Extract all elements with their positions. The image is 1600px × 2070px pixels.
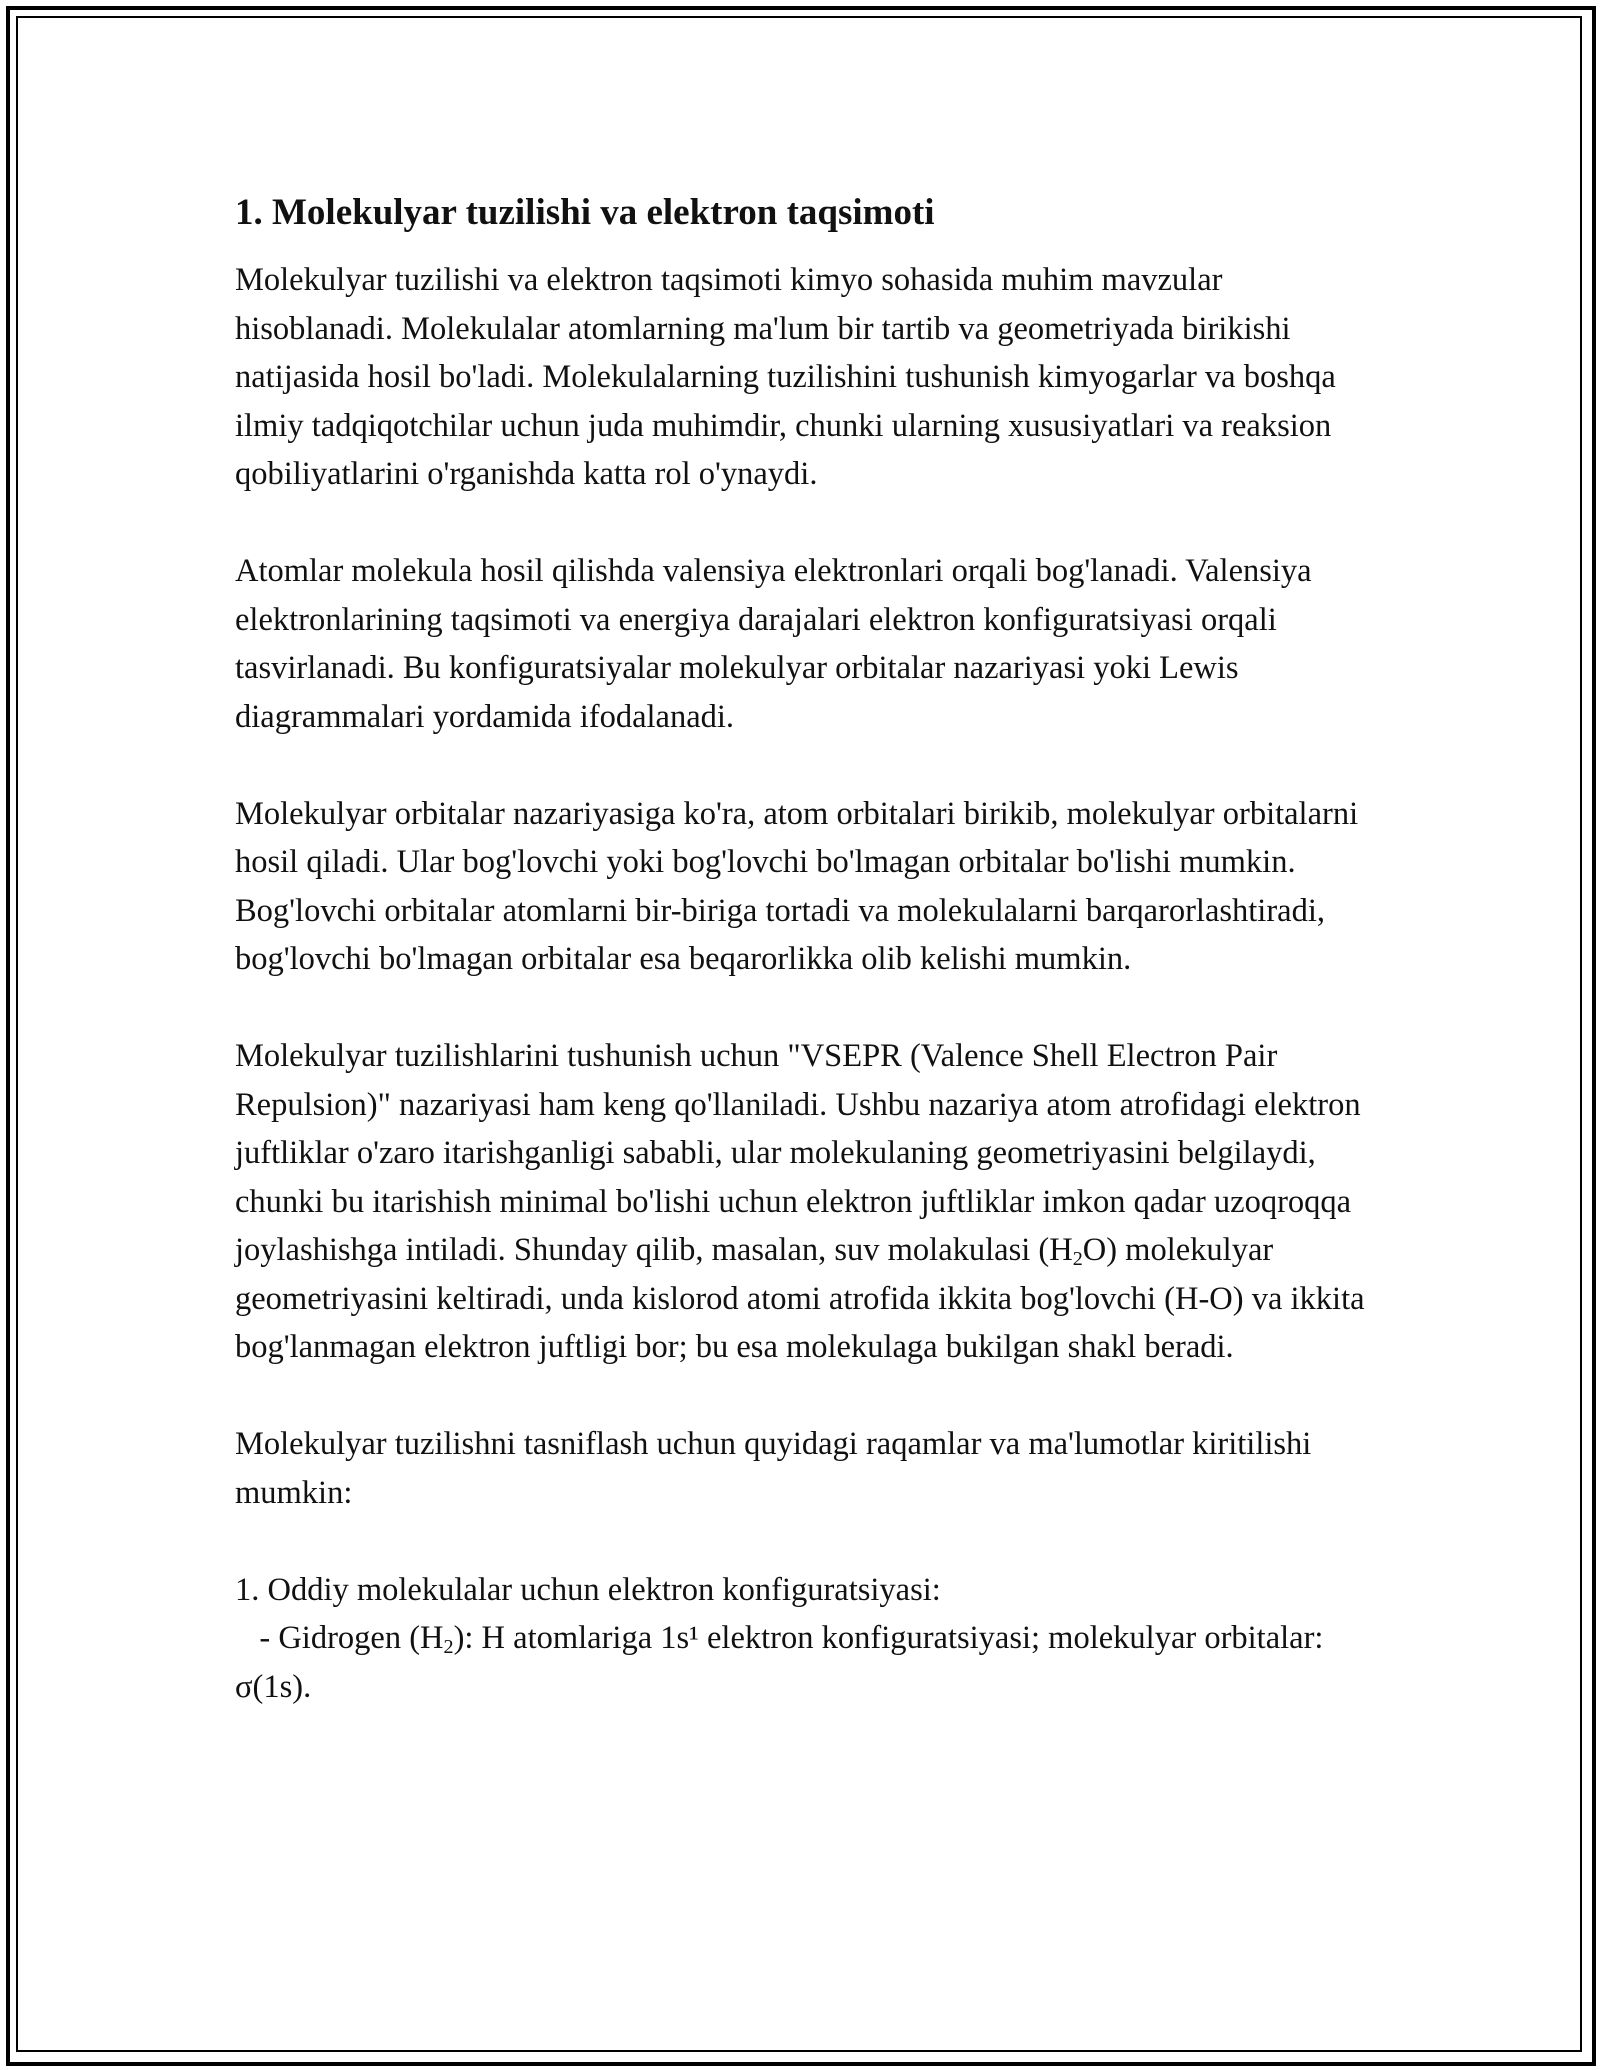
paragraph-classification: Molekulyar tuzilishni tasniflash uchun quyidagi raqamlar va ma'lumotlar kiritilishi mumkin: bbox=[235, 1426, 1320, 1511]
list-item-hydrogen-part1: - Gidrogen (H bbox=[235, 1620, 444, 1656]
paragraph-vsepr-part1: Molekulyar tuzilishlarini tushunish uchun "VSEPR (Valence Shell Electron Pair Repulsion)" nazariyasi ham keng qo'llaniladi. Ushbu nazariya atom atrofidagi elektron juftliklar o'zaro itarishganligi sababli, ular molekulaning geometriyasini belgilaydi, chunki bu itarishish minimal bo'lishi uchun elektron juftliklar imkon qadar uzoqroqqa joylashishga intiladi. Shunday qilib, masalan, suv molakulasi (H bbox=[235, 1038, 1369, 1268]
list-item-hydrogen-part2: ): H atomlariga 1s¹ elektron konfiguratsiyasi; molekulyar orbitalar: σ(1s). bbox=[235, 1620, 1332, 1705]
paragraph-orbital-theory: Molekulyar orbitalar nazariyasiga ko'ra, atom orbitalari birikib, molekulyar orbitalarni hosil qiladi. Ular bog'lovchi yoki bog'lovchi bo'lmagan orbitalar bo'lishi mumkin. Bog'lovchi orbitalar atomlarni bir-biriga tortadi va molekulalarni barqarorlashtiradi, bog'lovchi bo'lmagan orbitalar esa beqarorlikka olib kelishi mumkin. bbox=[235, 795, 1367, 977]
paragraph-vsepr bbox=[235, 1032, 1373, 1372]
paragraph-vsepr-part2: O) molekulyar geometriyasini keltiradi, unda kislorod atomi atrofida ikkita bog'lovchi (H-O) va ikkita bog'lanmagan elektron juftligi bor; bu esa molekulaga bukilgan shakl beradi. bbox=[235, 1232, 1373, 1365]
document-body bbox=[235, 190, 1373, 1711]
list-electron-configuration bbox=[235, 1566, 1365, 1712]
section-heading: 1. Molekulyar tuzilishi va elektron taqsimoti bbox=[235, 192, 935, 233]
water-subscript: 2 bbox=[1072, 1248, 1083, 1271]
paragraph-valence: Atomlar molekula hosil qilishda valensiya elektronlari orqali bog'lanadi. Valensiya elektronlarining taqsimoti va energiya darajalari elektron konfiguratsiyasi orqali tasvirlanadi. Bu konfiguratsiyalar molekulyar orbitalar nazariyasi yoki Lewis diagrammalari yordamida ifodalanadi. bbox=[235, 553, 1320, 735]
list-item-title: 1. Oddiy molekulalar uchun elektron konfiguratsiyasi: bbox=[235, 1571, 941, 1608]
paragraph-intro: Molekulyar tuzilishi va elektron taqsimoti kimyo sohasida muhim mavzular hisoblanadi. Molekulalar atomlarning ma'lum bir tartib va geometriyada birikishi natijasida hosil bo'ladi. Molekulalarning tuzilishini tushunish kimyogarlar va boshqa ilmiy tadqiqotchilar uchun juda muhimdir, chunki ularning xususiyatlari va reaksion qobiliyatlarini o'rganishda katta rol o'ynaydi. bbox=[235, 262, 1344, 492]
hydrogen-subscript: 2 bbox=[443, 1636, 454, 1659]
